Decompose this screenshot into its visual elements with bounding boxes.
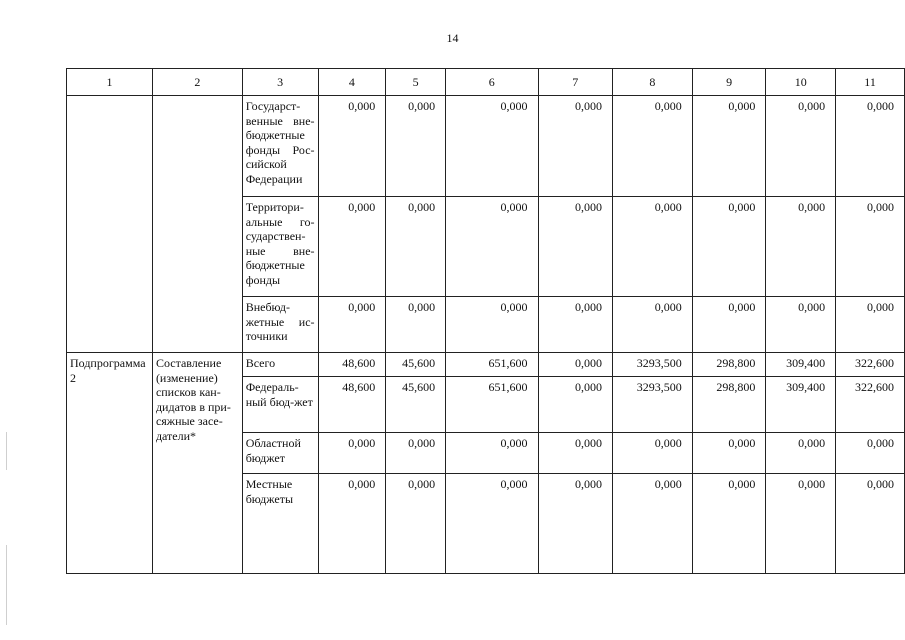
funding-source: Внебюд-жетные ис-точники: [242, 297, 318, 353]
value-cell: 0,000: [766, 96, 836, 197]
value-cell: 0,000: [692, 433, 766, 474]
value-cell: 45,600: [386, 377, 446, 433]
value-cell: 0,000: [766, 197, 836, 297]
column-header: 10: [766, 69, 836, 96]
column-header: 6: [446, 69, 538, 96]
value-cell: 0,000: [613, 197, 693, 297]
value-cell: 0,000: [538, 353, 613, 377]
value-cell: 0,000: [692, 297, 766, 353]
empty-cell: [152, 96, 242, 353]
scan-mark: [6, 432, 7, 470]
value-cell: 0,000: [836, 297, 905, 353]
value-cell: 0,000: [386, 433, 446, 474]
column-header: 4: [318, 69, 386, 96]
value-cell: 0,000: [446, 197, 538, 297]
value-cell: 0,000: [836, 197, 905, 297]
funding-source: Местные бюджеты: [242, 474, 318, 574]
column-header-row: [67, 69, 905, 96]
value-cell: 0,000: [446, 474, 538, 574]
value-cell: 0,000: [446, 96, 538, 197]
page-number: 14: [446, 31, 459, 45]
value-cell: 0,000: [692, 474, 766, 574]
subprogram-label: Подпрограмма 2: [67, 353, 153, 574]
value-cell: 651,600: [446, 377, 538, 433]
scan-mark: [6, 545, 7, 625]
value-cell: 0,000: [613, 297, 693, 353]
value-cell: 0,000: [538, 197, 613, 297]
value-cell: 0,000: [692, 96, 766, 197]
value-cell: 309,400: [766, 353, 836, 377]
value-cell: 48,600: [318, 377, 386, 433]
budget-table: [66, 68, 905, 574]
value-cell: 0,000: [386, 96, 446, 197]
value-cell: 0,000: [538, 297, 613, 353]
column-header: 5: [386, 69, 446, 96]
empty-cell: [67, 96, 153, 353]
funding-source: Всего: [242, 353, 318, 377]
value-cell: 0,000: [692, 197, 766, 297]
value-cell: 48,600: [318, 353, 386, 377]
value-cell: 0,000: [538, 474, 613, 574]
value-cell: 0,000: [766, 433, 836, 474]
funding-source: Областной бюджет: [242, 433, 318, 474]
value-cell: 0,000: [836, 96, 905, 197]
value-cell: 0,000: [386, 474, 446, 574]
value-cell: 0,000: [318, 96, 386, 197]
value-cell: 0,000: [538, 377, 613, 433]
value-cell: 322,600: [836, 377, 905, 433]
value-cell: 0,000: [538, 433, 613, 474]
column-header: 3: [242, 69, 318, 96]
value-cell: 298,800: [692, 353, 766, 377]
column-header: 9: [692, 69, 766, 96]
column-header: 7: [538, 69, 613, 96]
value-cell: 3293,500: [613, 353, 693, 377]
value-cell: 0,000: [836, 433, 905, 474]
value-cell: 0,000: [318, 197, 386, 297]
funding-source: Федераль-ный бюд-жет: [242, 377, 318, 433]
value-cell: 651,600: [446, 353, 538, 377]
value-cell: 0,000: [613, 96, 693, 197]
value-cell: 0,000: [613, 433, 693, 474]
column-header: 8: [613, 69, 693, 96]
value-cell: 0,000: [318, 433, 386, 474]
value-cell: 0,000: [318, 297, 386, 353]
value-cell: 0,000: [446, 433, 538, 474]
value-cell: 0,000: [386, 197, 446, 297]
table-row: [67, 353, 905, 377]
value-cell: 0,000: [446, 297, 538, 353]
value-cell: 322,600: [836, 353, 905, 377]
value-cell: 3293,500: [613, 377, 693, 433]
value-cell: 0,000: [836, 474, 905, 574]
value-cell: 45,600: [386, 353, 446, 377]
table-row: [67, 96, 905, 197]
value-cell: 0,000: [766, 297, 836, 353]
column-header: 1: [67, 69, 153, 96]
funding-source: Территори-альные го-сударствен-ные вне-бюджетные фонды: [242, 197, 318, 297]
value-cell: 0,000: [538, 96, 613, 197]
funding-source: Государст-венные вне-бюджетные фонды Рос-сийской Федерации: [242, 96, 318, 197]
value-cell: 0,000: [318, 474, 386, 574]
subprogram-name: Составление (изменение) списков кан-дидатов в при-сяжные засе-датели*: [152, 353, 242, 574]
value-cell: 0,000: [766, 474, 836, 574]
value-cell: 0,000: [386, 297, 446, 353]
value-cell: 309,400: [766, 377, 836, 433]
value-cell: 298,800: [692, 377, 766, 433]
column-header: 11: [836, 69, 905, 96]
value-cell: 0,000: [613, 474, 693, 574]
column-header: 2: [152, 69, 242, 96]
